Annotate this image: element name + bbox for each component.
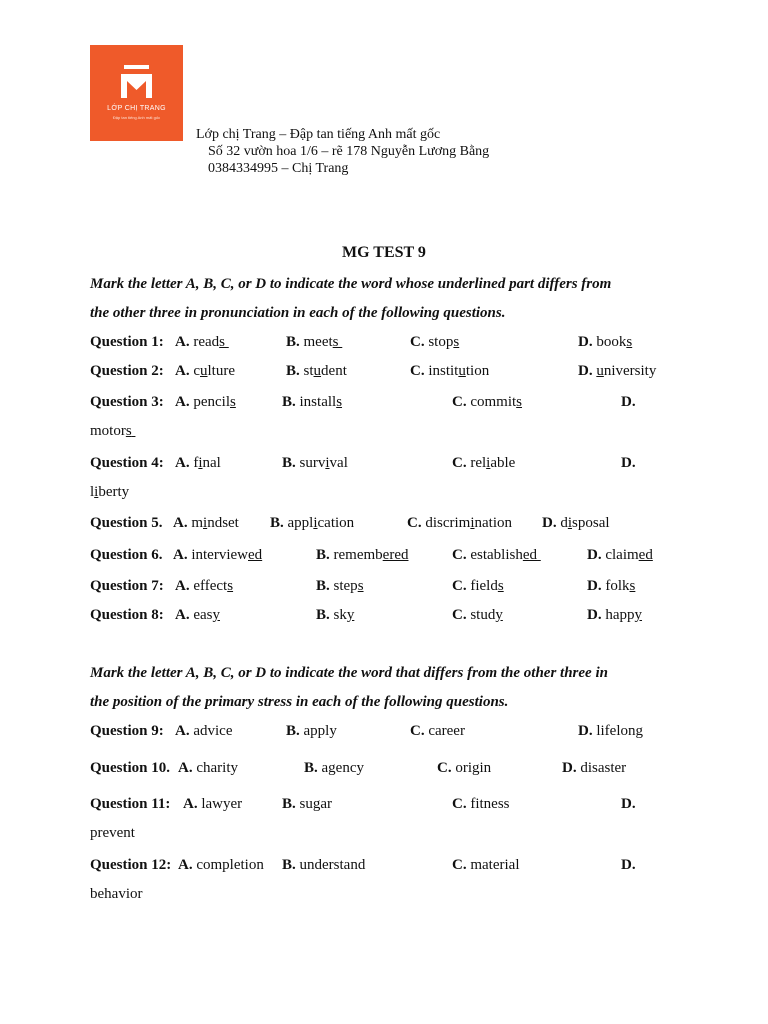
answer-option xyxy=(175,362,235,380)
answer-option xyxy=(178,759,238,777)
option-word: study xyxy=(470,607,503,623)
option-word: application xyxy=(287,515,355,531)
option-letter: B. xyxy=(316,607,330,623)
option-letter: C. xyxy=(410,334,425,350)
underlined-part: s xyxy=(629,578,636,594)
underlined-part: s xyxy=(626,334,633,350)
section1-instruction-line-1: Mark the letter A, B, C, or D to indicate the word whose underlined part differs from xyxy=(90,276,612,292)
answer-option xyxy=(90,885,142,903)
page-title: MG TEST 9 xyxy=(342,244,426,261)
answer-option xyxy=(175,333,229,351)
question-label: Question 5. xyxy=(90,515,163,531)
underlined-part: s xyxy=(125,423,132,439)
answer-option xyxy=(286,333,342,351)
answer-option xyxy=(90,824,135,842)
option-letter: D. xyxy=(621,455,636,471)
option-letter: B. xyxy=(316,547,330,563)
option-letter: A. xyxy=(175,334,190,350)
underlined-part: s xyxy=(336,394,343,410)
option-word: installs xyxy=(299,394,343,410)
option-word: established xyxy=(470,547,540,563)
logo-tagline: Đập tan tiếng Anh mất gốc xyxy=(112,115,161,120)
logo-mark-icon xyxy=(90,45,183,141)
answer-option xyxy=(410,333,459,351)
answer-option xyxy=(452,546,541,564)
option-word: discrimination xyxy=(425,515,513,531)
underlined-part: i xyxy=(313,515,318,531)
answer-option xyxy=(316,606,354,624)
option-letter: D. xyxy=(621,857,636,873)
question-label: Question 3: xyxy=(90,394,164,410)
question-label: Question 12: xyxy=(90,857,172,873)
underlined-part: s xyxy=(497,578,504,594)
option-word: sky xyxy=(333,607,355,623)
option-word: university xyxy=(596,363,657,379)
option-word: advice xyxy=(193,723,233,739)
answer-option xyxy=(452,577,504,595)
header-address: Số 32 vườn hoa 1/6 – rẽ 178 Nguyễn Lương Bằng xyxy=(208,144,490,159)
option-letter: C. xyxy=(410,363,425,379)
option-letter: A. xyxy=(175,363,190,379)
answer-option xyxy=(452,454,515,472)
underlined-part: ed xyxy=(248,547,263,563)
option-letter: B. xyxy=(316,578,330,594)
option-word: prevent xyxy=(90,825,135,841)
answer-option xyxy=(178,856,264,874)
option-letter: D. xyxy=(578,723,593,739)
header-line-1: Lớp chị Trang – Đập tan tiếng Anh mất gốc xyxy=(196,127,441,142)
underlined-part: i xyxy=(94,484,99,500)
question-label: Question 1: xyxy=(90,334,164,350)
option-word: lawyer xyxy=(201,796,243,812)
option-word: motors xyxy=(90,423,135,439)
underlined-part: s xyxy=(219,334,225,350)
section2-instruction-line-2: the position of the primary stress in each of the following questions. xyxy=(90,694,509,710)
logo xyxy=(90,45,183,141)
option-word: commits xyxy=(470,394,523,410)
option-letter: B. xyxy=(282,796,296,812)
section1-instruction-line-2: the other three in pronunciation in each of the following questions. xyxy=(90,305,506,321)
header-phone: 0384334995 – Chị Trang xyxy=(208,161,349,176)
option-letter: A. xyxy=(175,394,190,410)
option-letter: A. xyxy=(173,515,188,531)
option-letter: B. xyxy=(286,334,300,350)
underlined-part: u xyxy=(200,363,208,379)
option-letter: A. xyxy=(178,760,193,776)
option-word: student xyxy=(303,363,347,379)
answer-option xyxy=(175,577,233,595)
option-letter: A. xyxy=(175,578,190,594)
answer-option xyxy=(578,722,643,740)
option-letter: A. xyxy=(178,857,193,873)
question-label: Question 11: xyxy=(90,796,171,812)
answer-option xyxy=(183,795,242,813)
underlined-part: ed xyxy=(522,547,538,563)
option-word: disaster xyxy=(580,760,627,776)
option-word: stops xyxy=(428,334,460,350)
option-letter: B. xyxy=(282,857,296,873)
option-letter: D. xyxy=(587,547,602,563)
answer-option xyxy=(407,514,512,532)
underline-space xyxy=(537,547,541,563)
answer-option xyxy=(286,722,337,740)
question-label: Question 7: xyxy=(90,578,164,594)
option-letter: D. xyxy=(587,607,602,623)
option-word: easy xyxy=(193,607,220,623)
underlined-part: y xyxy=(346,607,355,623)
answer-option xyxy=(587,577,635,595)
answer-option xyxy=(578,333,632,351)
underlined-part: u xyxy=(313,363,322,379)
option-letter: A. xyxy=(175,607,190,623)
option-word: reads xyxy=(193,334,228,350)
answer-option xyxy=(175,454,221,472)
option-word: lifelong xyxy=(596,723,643,739)
answer-option xyxy=(270,514,354,532)
option-letter: B. xyxy=(286,723,300,739)
underlined-part: i xyxy=(198,455,203,471)
option-letter: C. xyxy=(410,723,425,739)
question-label: Question 4: xyxy=(90,455,164,471)
underlined-part: s xyxy=(332,334,339,350)
option-letter: D. xyxy=(578,363,593,379)
option-letter: B. xyxy=(270,515,284,531)
option-word: effects xyxy=(193,578,234,594)
option-letter: D. xyxy=(542,515,557,531)
question-label: Question 9: xyxy=(90,723,164,739)
underlined-part: s xyxy=(357,578,364,594)
option-word: disposal xyxy=(560,515,610,531)
answer-option xyxy=(452,856,519,874)
answer-option xyxy=(316,577,364,595)
option-word: final xyxy=(193,455,221,471)
option-letter: C. xyxy=(452,796,467,812)
option-letter: D. xyxy=(621,796,636,812)
option-letter: D. xyxy=(578,334,593,350)
answer-option xyxy=(282,856,365,874)
underlined-part: s xyxy=(230,394,236,410)
option-word: steps xyxy=(333,578,364,594)
underlined-part: s xyxy=(227,578,234,594)
option-letter: D. xyxy=(621,394,636,410)
option-word: career xyxy=(428,723,465,739)
answer-option xyxy=(175,722,232,740)
option-word: claimed xyxy=(605,547,653,563)
underlined-part: y xyxy=(212,607,220,623)
underlined-part: s xyxy=(453,334,460,350)
answer-option xyxy=(173,546,262,564)
option-word: material xyxy=(470,857,520,873)
underline-space xyxy=(132,423,136,439)
option-letter: C. xyxy=(452,578,467,594)
underlined-part: u xyxy=(596,363,604,379)
option-word: remembered xyxy=(333,547,409,563)
section2-instruction-line-1: Mark the letter A, B, C, or D to indicate the word that differs from the other three in xyxy=(90,665,608,681)
answer-option xyxy=(452,393,522,411)
option-letter: B. xyxy=(282,394,296,410)
option-word: reliable xyxy=(470,455,516,471)
option-letter: A. xyxy=(175,455,190,471)
option-word: sugar xyxy=(299,796,333,812)
underlined-part: i xyxy=(325,455,330,471)
option-word: culture xyxy=(193,363,236,379)
answer-option xyxy=(587,606,642,624)
option-word: pencils xyxy=(193,394,236,410)
underlined-part: u xyxy=(458,363,466,379)
option-letter: B. xyxy=(282,455,296,471)
answer-option xyxy=(587,546,653,564)
option-word: books xyxy=(596,334,633,350)
option-word: agency xyxy=(321,760,364,776)
underlined-part: y xyxy=(495,607,503,623)
option-letter: A. xyxy=(173,547,188,563)
option-word: institution xyxy=(428,363,490,379)
underline-space xyxy=(339,334,343,350)
underlined-part: i xyxy=(203,515,208,531)
option-word: apply xyxy=(303,723,337,739)
option-letter: C. xyxy=(452,547,467,563)
option-word: survival xyxy=(299,455,348,471)
option-letter: C. xyxy=(407,515,422,531)
answer-option xyxy=(452,795,510,813)
answer-option xyxy=(90,483,129,501)
option-word: charity xyxy=(196,760,238,776)
option-letter: B. xyxy=(304,760,318,776)
answer-option xyxy=(90,422,135,440)
underlined-part: s xyxy=(516,394,523,410)
answer-option xyxy=(175,393,236,411)
answer-option xyxy=(304,759,364,777)
logo-name: LỚP CHỊ TRANG xyxy=(107,105,166,112)
option-word: behavior xyxy=(90,886,143,902)
answer-option xyxy=(282,393,342,411)
underlined-part: y xyxy=(634,607,643,623)
option-letter: A. xyxy=(175,723,190,739)
answer-option xyxy=(175,606,220,624)
option-word: happy xyxy=(605,607,643,623)
option-letter: C. xyxy=(452,455,467,471)
option-word: fields xyxy=(470,578,504,594)
option-letter: C. xyxy=(437,760,452,776)
option-letter: B. xyxy=(286,363,300,379)
option-word: interviewed xyxy=(191,547,263,563)
option-word: origin xyxy=(455,760,492,776)
option-letter: A. xyxy=(183,796,198,812)
answer-option xyxy=(410,722,465,740)
option-word: folks xyxy=(605,578,636,594)
underlined-part: i xyxy=(567,515,573,531)
option-word: fitness xyxy=(470,796,510,812)
answer-option xyxy=(437,759,491,777)
answer-option xyxy=(542,514,610,532)
underline-space xyxy=(225,334,229,350)
option-letter: C. xyxy=(452,857,467,873)
underlined-part: i xyxy=(486,455,491,471)
question-label: Question 2: xyxy=(90,363,164,379)
answer-option xyxy=(410,362,489,380)
question-label: Question 8: xyxy=(90,607,164,623)
answer-option xyxy=(316,546,408,564)
answer-option xyxy=(173,514,239,532)
answer-option xyxy=(286,362,347,380)
answer-option xyxy=(452,606,503,624)
option-letter: C. xyxy=(452,394,467,410)
answer-option xyxy=(562,759,626,777)
option-word: understand xyxy=(299,857,366,873)
underlined-part: ered xyxy=(382,547,409,563)
option-letter: C. xyxy=(452,607,467,623)
option-word: meets xyxy=(304,334,343,350)
option-letter: D. xyxy=(562,760,577,776)
option-word: completion xyxy=(196,857,264,873)
underlined-part: i xyxy=(470,515,475,531)
option-letter: D. xyxy=(587,578,602,594)
question-label: Question 6. xyxy=(90,547,163,563)
option-word: liberty xyxy=(90,484,130,500)
option-word: mindset xyxy=(191,515,239,531)
answer-option xyxy=(282,454,348,472)
underlined-part: ed xyxy=(638,547,653,563)
answer-option xyxy=(578,362,656,380)
question-label: Question 10. xyxy=(90,760,171,776)
answer-option xyxy=(282,795,332,813)
